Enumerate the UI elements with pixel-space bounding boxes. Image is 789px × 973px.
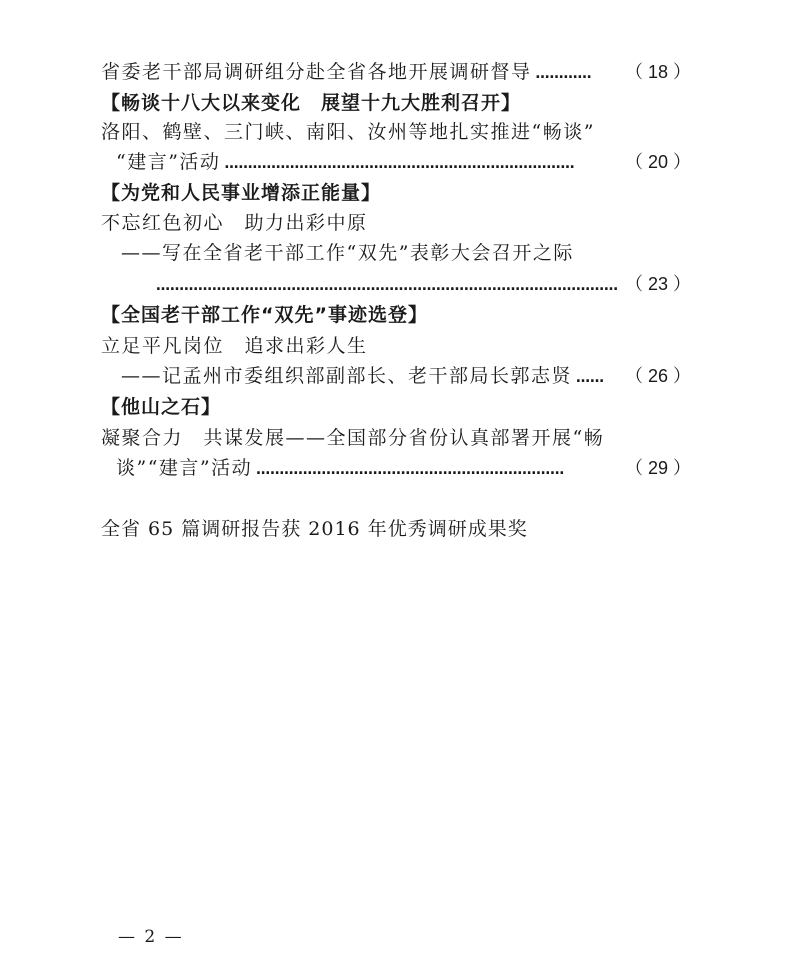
toc-leader-dots: ……………………………………………………………………………………… <box>156 278 618 294</box>
page-footer-number: — 2 — <box>118 927 184 947</box>
toc-page-number: （ 29 ） <box>624 458 691 478</box>
toc-entry-title: 洛阳、鹤壁、三门峡、南阳、汝州等地扎实推进“畅谈” <box>101 121 595 143</box>
toc-leader-dots: ………………………………………………………………… <box>224 156 575 172</box>
toc-entry-title: 省委老干部局调研组分赴全省各地开展调研督导 <box>101 61 532 83</box>
toc-entry-title: 不忘红色初心 助力出彩中原 <box>101 212 368 234</box>
award-note: 全省 65 篇调研报告获 2016 年优秀调研成果奖 <box>101 518 528 540</box>
section-heading: 【畅谈十八大以来变化 展望十九大胜利召开】 <box>101 92 522 114</box>
toc-entry-3 <box>156 272 691 298</box>
toc-leader-dots: …… <box>576 370 605 386</box>
toc-entry-5 <box>116 456 691 482</box>
section-heading: 【为党和人民事业增添正能量】 <box>101 182 382 204</box>
section-heading: 【他山之石】 <box>101 396 222 418</box>
toc-entry-subtitle: ——写在全省老干部工作“双先”表彰大会召开之际 <box>121 242 574 264</box>
toc-entry-subtitle: “建言”活动 <box>116 151 221 173</box>
toc-leader-dots: ………… <box>535 66 592 82</box>
toc-entry-4 <box>121 364 691 390</box>
section-heading: 【全国老干部工作“双先”事迹选登】 <box>101 304 428 326</box>
toc-entry-1 <box>101 60 691 86</box>
toc-page-number: （ 23 ） <box>624 274 691 294</box>
toc-page-number: （ 20 ） <box>624 152 691 172</box>
toc-entry-subtitle: 谈”“建言”活动 <box>116 457 253 479</box>
toc-entry-2 <box>116 150 691 176</box>
toc-page-number: （ 26 ） <box>624 366 691 386</box>
toc-leader-dots: ………………………………………………………… <box>256 462 565 478</box>
toc-entry-title: 立足平凡岗位 追求出彩人生 <box>101 335 368 357</box>
toc-entry-title: 凝聚合力 共谋发展——全国部分省份认真部署开展“畅 <box>101 427 605 449</box>
toc-entry-subtitle: ——记孟州市委组织部副部长、老干部局长郭志贤 <box>121 365 573 387</box>
toc-page-number: （ 18 ） <box>624 62 691 82</box>
